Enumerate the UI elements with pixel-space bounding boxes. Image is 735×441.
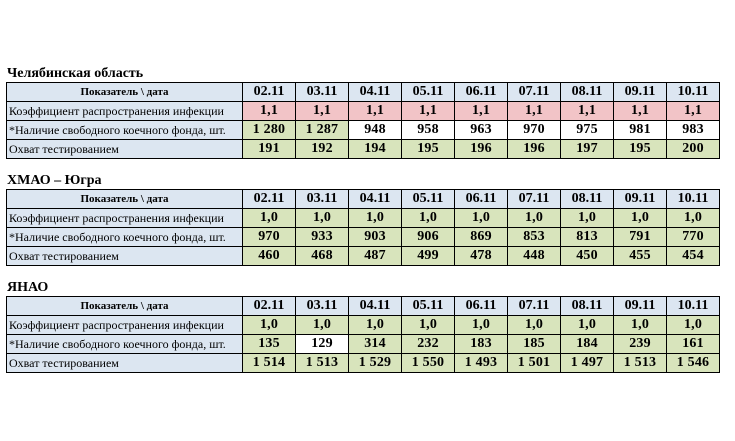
date-cell: 06.11 (455, 297, 508, 316)
date-cell: 04.11 (349, 190, 402, 209)
value-cell: 1,1 (561, 102, 614, 121)
value-cell: 232 (402, 335, 455, 354)
date-cell: 06.11 (455, 83, 508, 102)
date-cell: 02.11 (243, 83, 296, 102)
value-cell: 1,1 (402, 102, 455, 121)
row-label: Охват тестированием (7, 247, 243, 266)
section-yanao (6, 281, 720, 373)
row-testing-coverage (7, 140, 720, 159)
value-cell: 903 (349, 228, 402, 247)
header-label: Показатель \ дата (7, 190, 243, 209)
value-cell: 1,0 (455, 316, 508, 335)
value-cell: 1,0 (296, 209, 349, 228)
row-label: *Наличие свободного коечного фонда, шт. (7, 121, 243, 140)
region-title: ЯНАО (7, 280, 49, 295)
value-cell: 1 280 (243, 121, 296, 140)
date-cell: 07.11 (508, 297, 561, 316)
value-cell: 813 (561, 228, 614, 247)
value-cell: 192 (296, 140, 349, 159)
data-table (6, 82, 720, 159)
value-cell: 195 (402, 140, 455, 159)
value-cell: 1 513 (614, 354, 667, 373)
value-cell: 770 (667, 228, 720, 247)
date-cell: 03.11 (296, 297, 349, 316)
row-label: Коэффициент распространения инфекции (7, 209, 243, 228)
value-cell: 195 (614, 140, 667, 159)
value-cell: 1,0 (508, 316, 561, 335)
value-cell: 970 (508, 121, 561, 140)
value-cell: 1 529 (349, 354, 402, 373)
value-cell: 1,0 (614, 209, 667, 228)
date-cell: 08.11 (561, 190, 614, 209)
date-cell: 09.11 (614, 83, 667, 102)
value-cell: 1,0 (402, 316, 455, 335)
value-cell: 1 497 (561, 354, 614, 373)
row-infection-rate (7, 102, 720, 121)
value-cell: 1,0 (667, 209, 720, 228)
row-infection-rate (7, 209, 720, 228)
date-cell: 04.11 (349, 297, 402, 316)
region-title: Челябинская область (7, 66, 144, 81)
date-cell: 03.11 (296, 190, 349, 209)
value-cell: 468 (296, 247, 349, 266)
date-cell: 05.11 (402, 297, 455, 316)
value-cell: 1,1 (455, 102, 508, 121)
value-cell: 1,0 (614, 316, 667, 335)
value-cell: 135 (243, 335, 296, 354)
value-cell: 1 546 (667, 354, 720, 373)
date-cell: 08.11 (561, 83, 614, 102)
value-cell: 448 (508, 247, 561, 266)
value-cell: 1 501 (508, 354, 561, 373)
section-chelyabinsk (6, 67, 720, 159)
value-cell: 1,0 (561, 209, 614, 228)
header-row (7, 190, 720, 209)
date-cell: 02.11 (243, 190, 296, 209)
value-cell: 958 (402, 121, 455, 140)
value-cell: 983 (667, 121, 720, 140)
value-cell: 239 (614, 335, 667, 354)
value-cell: 1,1 (296, 102, 349, 121)
date-cell: 05.11 (402, 83, 455, 102)
value-cell: 1,0 (402, 209, 455, 228)
date-cell: 10.11 (667, 190, 720, 209)
row-label: *Наличие свободного коечного фонда, шт. (7, 228, 243, 247)
value-cell: 1 550 (402, 354, 455, 373)
value-cell: 1 287 (296, 121, 349, 140)
header-label: Показатель \ дата (7, 83, 243, 102)
value-cell: 1,0 (243, 316, 296, 335)
value-cell: 314 (349, 335, 402, 354)
value-cell: 1 513 (296, 354, 349, 373)
value-cell: 791 (614, 228, 667, 247)
value-cell: 200 (667, 140, 720, 159)
row-free-beds (7, 228, 720, 247)
value-cell: 129 (296, 335, 349, 354)
row-label: Охват тестированием (7, 140, 243, 159)
value-cell: 478 (455, 247, 508, 266)
date-cell: 03.11 (296, 83, 349, 102)
value-cell: 196 (455, 140, 508, 159)
value-cell: 1 514 (243, 354, 296, 373)
data-table (6, 296, 720, 373)
value-cell: 460 (243, 247, 296, 266)
value-cell: 191 (243, 140, 296, 159)
row-label: Коэффициент распространения инфекции (7, 316, 243, 335)
value-cell: 487 (349, 247, 402, 266)
row-infection-rate (7, 316, 720, 335)
value-cell: 161 (667, 335, 720, 354)
region-title: ХМАО – Югра (7, 173, 102, 188)
row-testing-coverage (7, 247, 720, 266)
row-free-beds (7, 335, 720, 354)
row-label: *Наличие свободного коечного фонда, шт. (7, 335, 243, 354)
value-cell: 1,1 (349, 102, 402, 121)
value-cell: 1,0 (508, 209, 561, 228)
value-cell: 1,0 (349, 209, 402, 228)
value-cell: 185 (508, 335, 561, 354)
value-cell: 963 (455, 121, 508, 140)
date-cell: 05.11 (402, 190, 455, 209)
value-cell: 194 (349, 140, 402, 159)
value-cell: 970 (243, 228, 296, 247)
date-cell: 02.11 (243, 297, 296, 316)
date-cell: 06.11 (455, 190, 508, 209)
date-cell: 07.11 (508, 190, 561, 209)
value-cell: 1,0 (561, 316, 614, 335)
value-cell: 869 (455, 228, 508, 247)
date-cell: 09.11 (614, 190, 667, 209)
date-cell: 10.11 (667, 83, 720, 102)
value-cell: 906 (402, 228, 455, 247)
date-cell: 08.11 (561, 297, 614, 316)
date-cell: 04.11 (349, 83, 402, 102)
value-cell: 1,0 (243, 209, 296, 228)
header-label: Показатель \ дата (7, 297, 243, 316)
value-cell: 197 (561, 140, 614, 159)
value-cell: 1,0 (455, 209, 508, 228)
value-cell: 1,0 (296, 316, 349, 335)
date-cell: 09.11 (614, 297, 667, 316)
row-label: Коэффициент распространения инфекции (7, 102, 243, 121)
row-free-beds (7, 121, 720, 140)
value-cell: 1,1 (243, 102, 296, 121)
value-cell: 933 (296, 228, 349, 247)
header-row (7, 83, 720, 102)
value-cell: 1,1 (508, 102, 561, 121)
value-cell: 1,0 (349, 316, 402, 335)
value-cell: 853 (508, 228, 561, 247)
data-table (6, 189, 720, 266)
value-cell: 183 (455, 335, 508, 354)
value-cell: 1,1 (614, 102, 667, 121)
date-cell: 10.11 (667, 297, 720, 316)
value-cell: 454 (667, 247, 720, 266)
value-cell: 981 (614, 121, 667, 140)
section-khmao (6, 174, 720, 266)
value-cell: 455 (614, 247, 667, 266)
row-testing-coverage (7, 354, 720, 373)
value-cell: 196 (508, 140, 561, 159)
date-cell: 07.11 (508, 83, 561, 102)
value-cell: 948 (349, 121, 402, 140)
value-cell: 450 (561, 247, 614, 266)
value-cell: 975 (561, 121, 614, 140)
value-cell: 1,0 (667, 316, 720, 335)
header-row (7, 297, 720, 316)
value-cell: 499 (402, 247, 455, 266)
value-cell: 1 493 (455, 354, 508, 373)
row-label: Охват тестированием (7, 354, 243, 373)
value-cell: 184 (561, 335, 614, 354)
value-cell: 1,1 (667, 102, 720, 121)
